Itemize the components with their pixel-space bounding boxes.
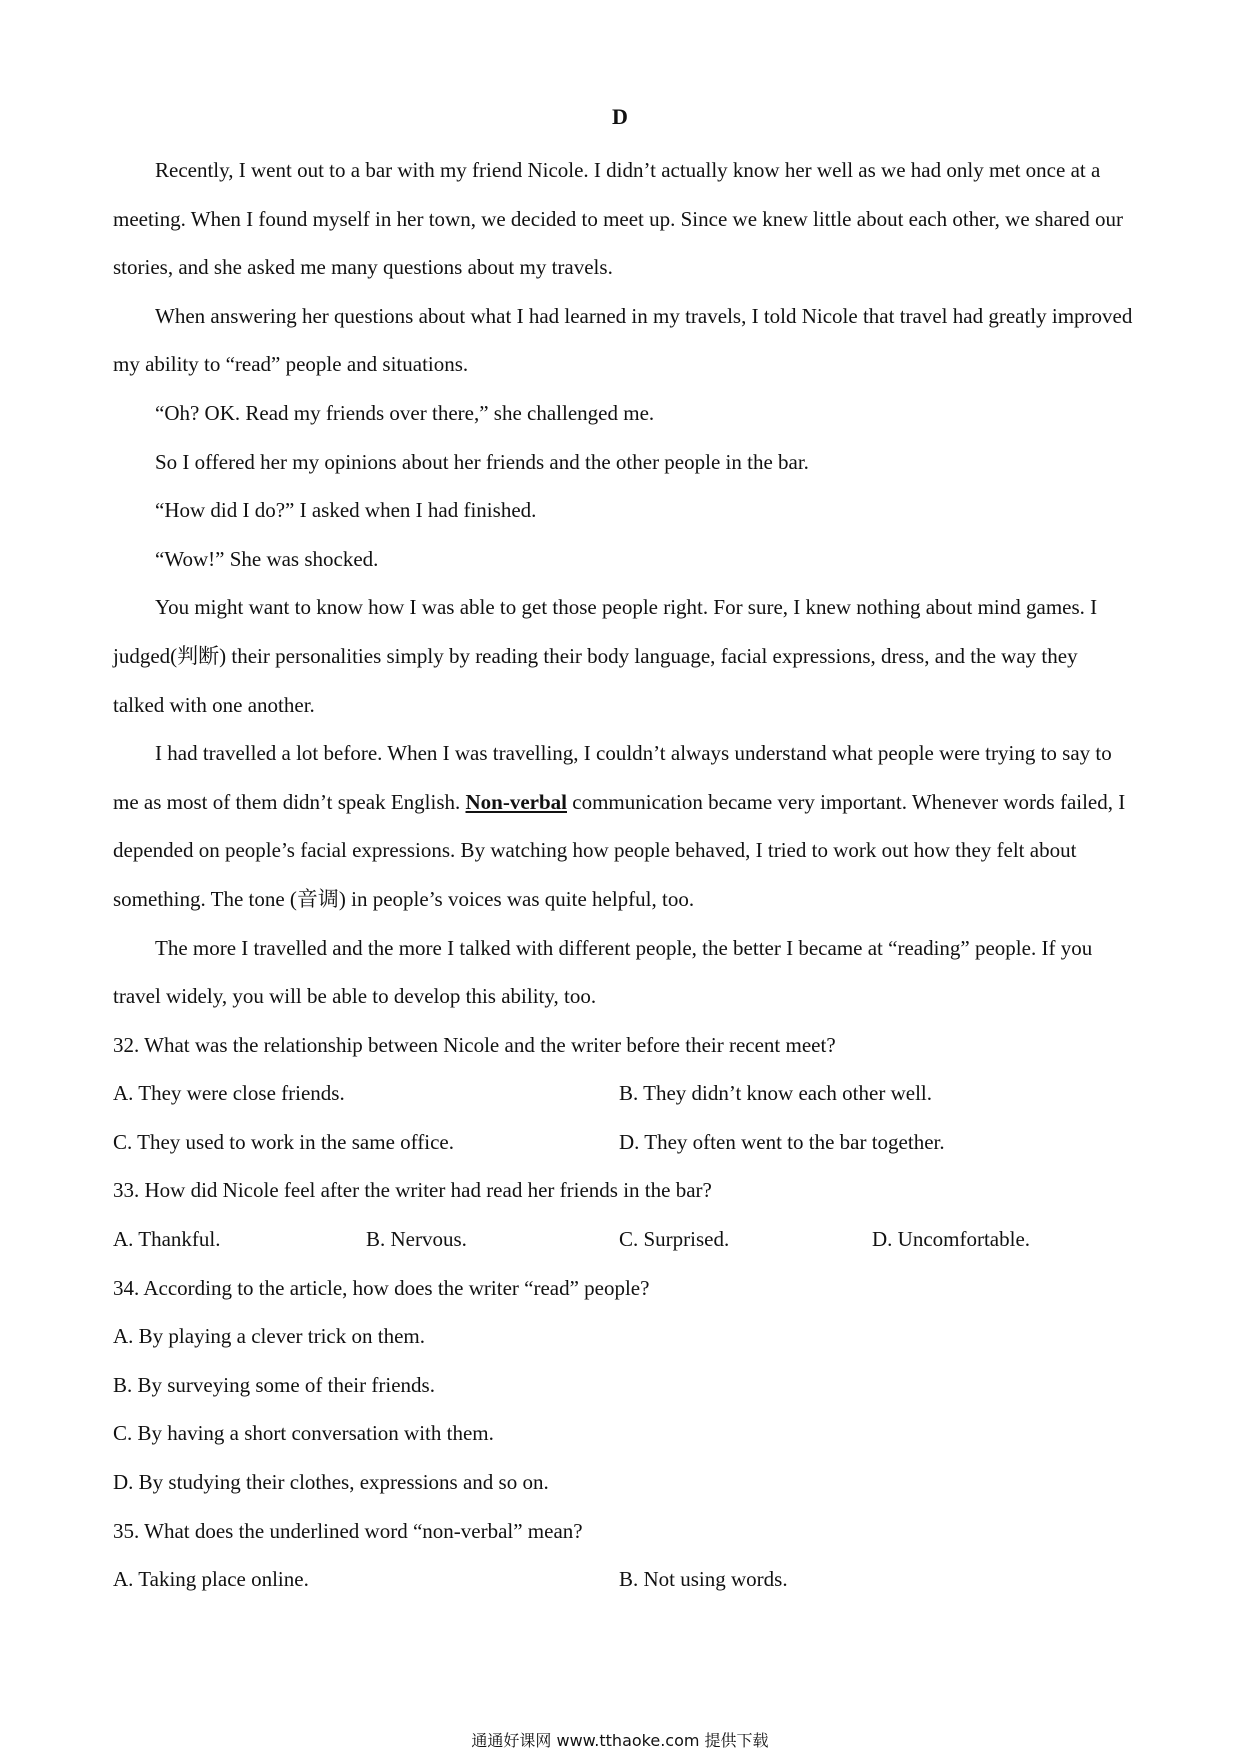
- question-32-option-a: A. They were close friends.: [113, 1081, 345, 1106]
- passage-paragraph-2: When answering her questions about what I had learned in my travels, I told Nicole that travel had greatly improved my ability to “read” people and situations.: [113, 303, 1133, 377]
- question-34-stem: 34. According to the article, how does the writer “read” people?: [113, 1275, 650, 1300]
- paragraph-8-start: I had travelled a lot before. When I was travelling, I couldn’t always understand what people were trying to say to me as most of them didn’t speak English.: [113, 741, 1112, 814]
- question-32-stem: 32. What was the relationship between Nicole and the writer before their recent meet?: [113, 1032, 836, 1057]
- page-footer: 通通好课网 www.tthaoke.com 提供下载: [471, 1731, 769, 1750]
- passage-paragraph-6: “Wow!” She was shocked.: [155, 546, 379, 571]
- question-32-options-row-1: [113, 1069, 1133, 1118]
- question-35-stem: 35. What does the underlined word “non-verbal” mean?: [113, 1518, 583, 1543]
- underlined-word: Non-verbal: [465, 789, 567, 814]
- question-34-option-c: C. By having a short conversation with them.: [113, 1421, 494, 1446]
- passage-paragraph-5: “How did I do?” I asked when I had finished.: [155, 498, 537, 523]
- question-32-option-d: D. They often went to the bar together.: [619, 1129, 945, 1154]
- question-34-option-a: A. By playing a clever trick on them.: [113, 1324, 425, 1349]
- question-35-option-a: A. Taking place online.: [113, 1567, 309, 1592]
- passage-paragraph-4: So I offered her my opinions about her friends and the other people in the bar.: [155, 449, 809, 474]
- question-35-option-b: B. Not using words.: [619, 1567, 788, 1592]
- question-33-options: [113, 1215, 1133, 1264]
- section-heading: D: [612, 104, 628, 129]
- passage-paragraph-9: The more I travelled and the more I talked with different people, the better I became at “reading” people. If you travel widely, you will be able to develop this ability, too.: [113, 935, 1093, 1009]
- question-35-options: [113, 1555, 1133, 1604]
- question-32-options-row-2: [113, 1118, 1133, 1167]
- question-33-stem: 33. How did Nicole feel after the writer had read her friends in the bar?: [113, 1178, 712, 1203]
- passage-and-questions: [113, 146, 1133, 1604]
- question-33-option-a: A. Thankful.: [113, 1227, 221, 1252]
- question-32-option-b: B. They didn’t know each other well.: [619, 1081, 932, 1106]
- paragraph-8-end: communication became very important. Whenever words failed, I depended on people’s facial expressions. By watching how people behaved, I tried to work out how they felt about something. The tone (音调) in people’s voices was quite helpful, too.: [113, 789, 1126, 911]
- passage-paragraph-3: “Oh? OK. Read my friends over there,” she challenged me.: [155, 400, 655, 425]
- question-33-option-b: B. Nervous.: [366, 1227, 467, 1252]
- passage-paragraph-8: [113, 729, 1133, 923]
- question-33-option-d: D. Uncomfortable.: [872, 1227, 1031, 1252]
- question-34-option-b: B. By surveying some of their friends.: [113, 1372, 435, 1397]
- question-33-option-c: C. Surprised.: [619, 1227, 730, 1252]
- question-32-option-c: C. They used to work in the same office.: [113, 1129, 454, 1154]
- passage-paragraph-1: Recently, I went out to a bar with my friend Nicole. I didn’t actually know her well as we had only met once at a meeting. When I found myself in her town, we decided to meet up. Since we knew little about each other, we shared our stories, and she asked me many questions about my travels.: [113, 158, 1123, 280]
- question-34-option-d: D. By studying their clothes, expressions and so on.: [113, 1470, 549, 1495]
- passage-paragraph-7: You might want to know how I was able to get those people right. For sure, I knew nothing about mind games. I judged(判断) their personalities simply by reading their body language, facial expressions, dress, and the way they talked with one another.: [113, 595, 1098, 717]
